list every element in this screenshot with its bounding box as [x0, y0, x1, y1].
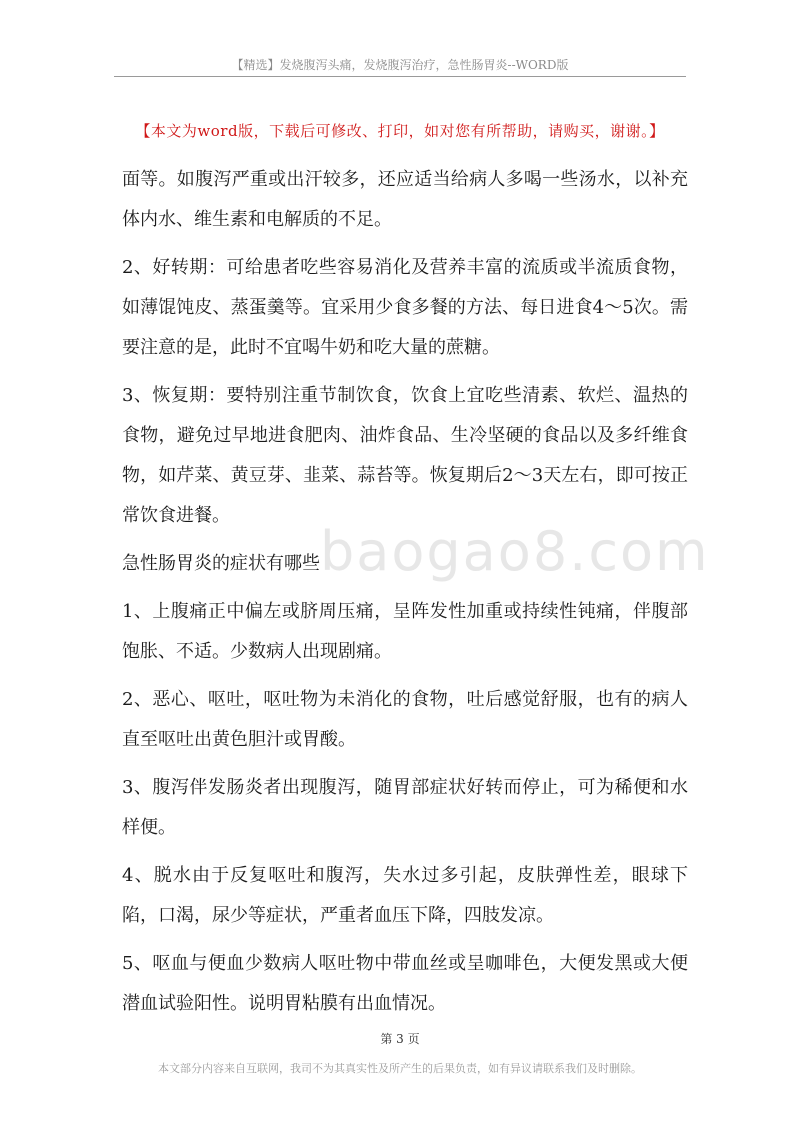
paragraph-symptom-2: 2、恶心、呕吐，呕吐物为未消化的食物，吐后感觉舒服，也有的病人直至呕吐出黄色胆汁或胃酸。	[122, 689, 688, 750]
paragraph-diet-continued: 面等。如腹泻严重或出汗较多，还应适当给病人多喝一些汤水，以补充体内水、维生素和电解质的不足。	[122, 169, 688, 230]
paragraph-symptom-3: 3、腹泻伴发肠炎者出现腹泻，随胃部症状好转而停止，可为稀便和水样便。	[122, 777, 688, 838]
page-number: 第 3 页	[380, 1032, 420, 1046]
paragraph-improvement-stage: 2、好转期：可给患者吃些容易消化及营养丰富的流质或半流质食物，如薄馄饨皮、蒸蛋羹等。宜采用少食多餐的方法、每日进食4～5次。需要注意的是，此时不宜喝牛奶和吃大量的蔗糖。	[122, 257, 688, 358]
paragraph-symptom-5: 5、呕血与便血少数病人呕吐物中带血丝或呈咖啡色，大便发黑或大便潜血试验阳性。说明胃粘膜有出血情况。	[122, 953, 688, 1014]
page-header: 【精选】发烧腹泻头痛，发烧腹泻治疗，急性肠胃炎--WORD版	[231, 58, 569, 72]
document-body	[122, 160, 688, 1032]
paragraph-recovery-stage: 3、恢复期：要特别注重节制饮食，饮食上宜吃些清素、软烂、温热的食物，避免过早地进食肥肉、油炸食品、生冷坚硬的食品以及多纤维食物，如芹菜、黄豆芽、韭菜、蒜苔等。恢复期后2～3天左右，即可按正常饮食进餐。	[122, 385, 688, 526]
section-heading-symptoms: 急性肠胃炎的症状有哪些	[122, 553, 320, 574]
purchase-notice: 【本文为word版，下载后可修改、打印，如对您有所帮助，请购买，谢谢。】	[135, 122, 665, 140]
header-divider	[114, 76, 686, 77]
paragraph-symptom-1: 1、上腹痛正中偏左或脐周压痛，呈阵发性加重或持续性钝痛，伴腹部饱胀、不适。少数病人出现剧痛。	[122, 601, 688, 662]
paragraph-symptom-4: 4、脱水由于反复呕吐和腹泻，失水过多引起，皮肤弹性差，眼球下陷，口渴，尿少等症状，严重者血压下降，四肢发凉。	[122, 865, 688, 926]
page-footer-disclaimer: 本文部分内容来自互联网，我司不为其真实性及所产生的后果负责，如有异议请联系我们及时删除。	[158, 1062, 642, 1075]
watermark: baogao8.com	[320, 520, 710, 583]
